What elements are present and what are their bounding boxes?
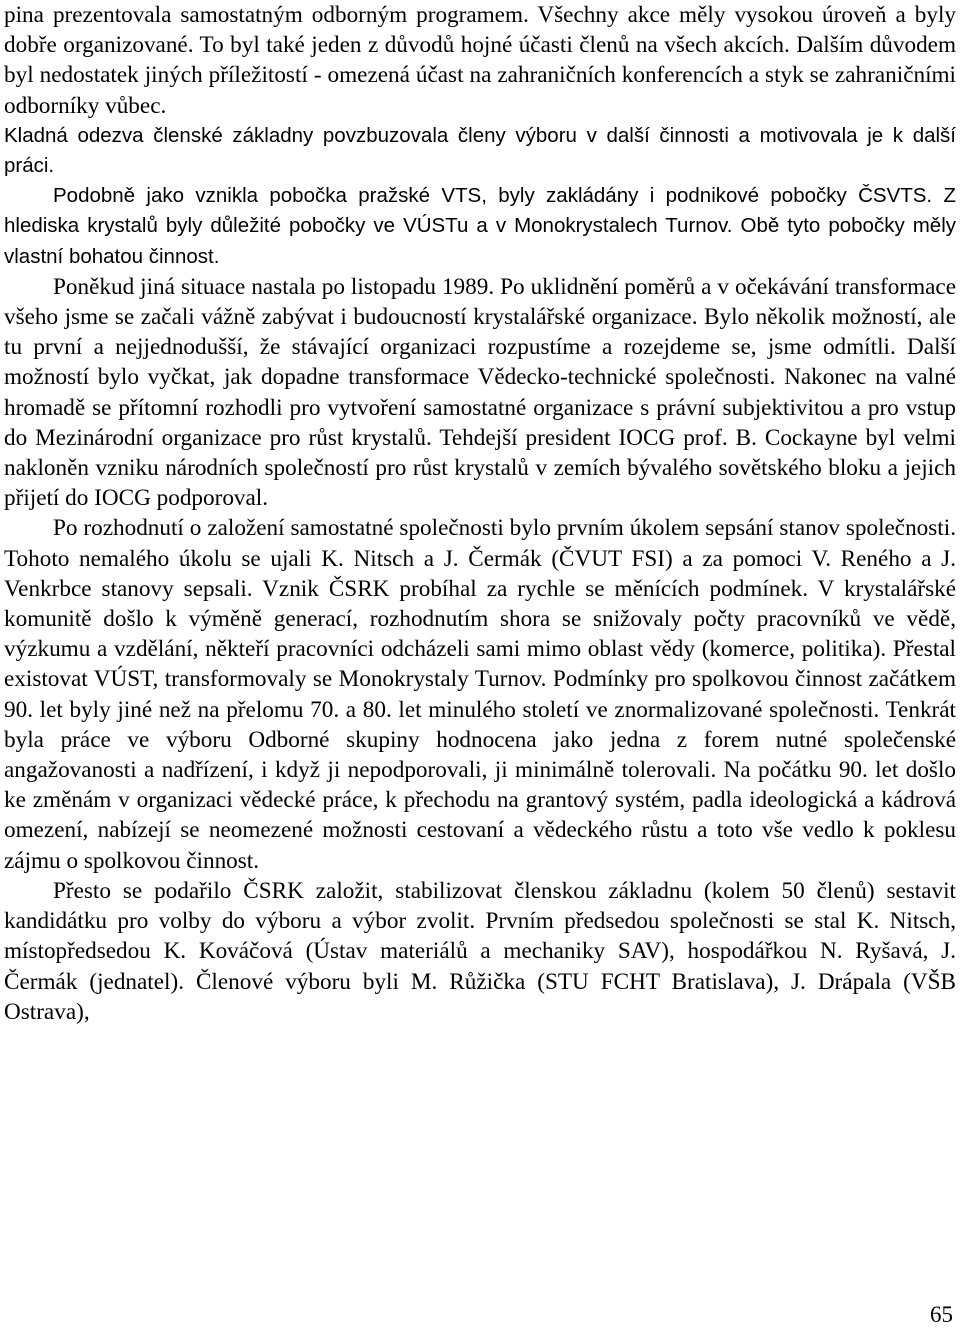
paragraph: Poněkud jiná situace nastala po listopadu 1989. Po uklidnění poměrů a v očekávání transformace všeho jsme se začali vážně zabývat i budoucností krystalářské organizace. Bylo několik možností, ale tu první a nejjednodušší, že stávající organizaci rozpustíme a rozejdeme se, jsme odmítli. Další možností bylo vyčkat, jak dopadne transformace Vědecko-technické společnosti. Nakonec na valné hromadě se přítomní rozhodli pro vytvoření samostatné organizace s právní subjektivitou a pro vstup do Mezinárodní organizace pro růst krystalů. Tehdejší president IOCG prof. B. Cockayne byl velmi nakloněn vzniku národních společností pro růst krystalů v zemích bývalého sovětského bloku a jejich přijetí do IOCG podporoval. [4,273,956,512]
paragraph: pina prezentovala samostatným odborným programem. Všechny akce měly vysokou úroveň a byly dobře organizované. To byl také jeden z důvodů hojné účasti členů na všech akcích. Dalším důvodem byl nedostatek jiných příležitostí - omezená účast na zahraničních konferencích a styk se zahraničními odborníky vůbec. [4,2,956,119]
paragraph: Kladná odezva členské základny povzbuzovala členy výboru v další činnosti a motivovala je k další práci. [4,123,956,178]
paragraph: Podobně jako vznikla pobočka pražské VTS, byly zakládány i podnikové pobočky ČSVTS. Z hlediska krystalů byly důležité pobočky ve VÚSTu a v Monokrystalech Turnov. Obě tyto pobočky měly vlastní bohatou činnost. [4,184,956,268]
body-text [4,0,956,1027]
paragraph: Po rozhodnutí o založení samostatné společnosti bylo prvním úkolem sepsání stanov společnosti. Tohoto nemalého úkolu se ujali K. Nitsch a J. Čermák (ČVUT FSI) a za pomoci V. Reného a J. Venkrbce stanovy sepsali. Vznik ČSRK probíhal za rychle se měnících podmínek. V krystalářské komunitě došlo k výměně generací, rozhodnutím shora se snižovaly počty pracovníků ve vědě, výzkumu a vzdělání, někteří pracovníci odcházeli sami mimo oblast vědy (komerce, politika). Přestal existovat VÚST, transformovaly se Monokrystaly Turnov. Podmínky pro spolkovou činnost začátkem 90. let byly jiné než na přelomu 70. a 80. let minulého století ve znormalizované společnosti. Tenkrát byla práce ve výboru Odborné skupiny hodnocena jako jedna z forem nutné společenské angažovanosti a nadřízení, i když ji nepodporovali, ji minimálně tolerovali. Na počátku 90. let došlo ke změnám v organizaci vědecké práce, k přechodu na grantový systém, padla ideologická a kádrová omezení, nabízejí se neomezené možnosti cestovaní a vědeckého růstu a toto vše vedlo k poklesu zájmu o spolkovou činnost. [4,515,956,874]
paragraph: Přesto se podařilo ČSRK založit, stabilizovat členskou základnu (kolem 50 členů) sestavit kandidátku pro volby do výboru a výbor zvolit. Prvním předsedou společnosti se stal K. Nitsch, místopředsedou K. Kováčová (Ústav materiálů a mechaniky SAV), hospodářkou N. Ryšavá, J. Čermák (jednatel). Členové výboru byli M. Růžička (STU FCHT Bratislava), J. Drápala (VŠB Ostrava), [4,877,956,1025]
page-number: 65 [930,1302,953,1327]
